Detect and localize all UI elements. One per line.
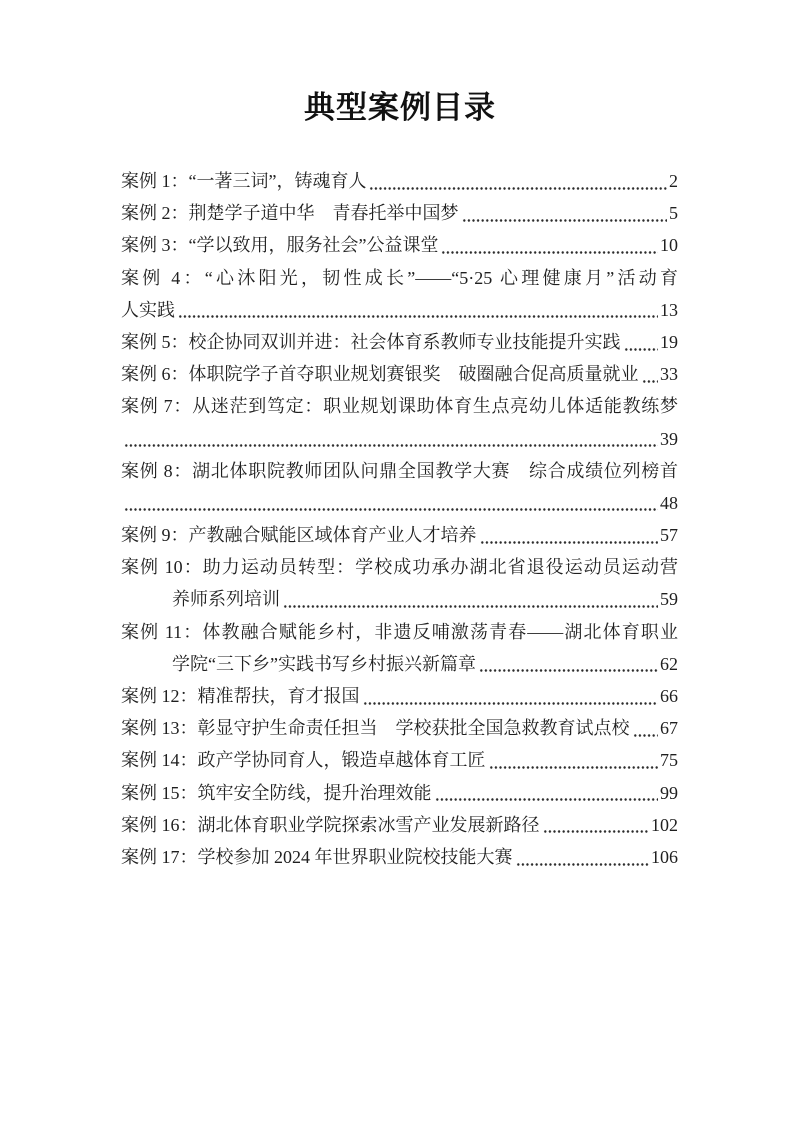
toc-entry-text: 案例 9：产教融合赋能区域体育产业人才培养 xyxy=(121,525,477,546)
toc-entry-line xyxy=(121,744,678,776)
toc-entry-line: 案例 7：从迷茫到笃定：职业规划课助体育生点亮幼儿体适能教练梦 xyxy=(121,396,678,417)
toc-entry-text: 学院“三下乡”实践书写乡村振兴新篇章 xyxy=(172,653,476,674)
dot-leader xyxy=(441,229,658,261)
table-of-contents xyxy=(121,165,678,873)
dot-leader xyxy=(369,165,667,197)
page-number: 62 xyxy=(660,653,678,674)
page-number: 5 xyxy=(669,203,678,224)
dot-leader xyxy=(633,712,659,744)
toc-entry-line xyxy=(121,423,678,455)
dot-leader xyxy=(124,487,658,519)
page-number: 75 xyxy=(660,750,678,771)
toc-entry-line: 案例 4：“心沐阳光，韧性成长”——“5·25 心理健康月”活动育 xyxy=(121,267,678,288)
dot-leader xyxy=(462,197,668,229)
toc-entry-text: 案例 3：“学以致用，服务社会”公益课堂 xyxy=(121,235,439,256)
toc-entry-line xyxy=(121,841,678,873)
dot-leader xyxy=(624,326,659,358)
dot-leader xyxy=(489,744,659,776)
toc-entry-line xyxy=(121,326,678,358)
toc-entry-line xyxy=(121,519,678,551)
dot-leader xyxy=(543,809,650,841)
toc-entry-line xyxy=(121,294,678,326)
page-number: 48 xyxy=(660,492,678,513)
page-number: 99 xyxy=(660,782,678,803)
dot-leader xyxy=(178,294,658,326)
page-title: 典型案例目录 xyxy=(304,90,496,125)
toc-entry-text: 案例 14：政产学协同育人，锻造卓越体育工匠 xyxy=(121,750,486,771)
page-number: 33 xyxy=(660,364,678,385)
page-number: 67 xyxy=(660,718,678,739)
toc-entry-line xyxy=(121,165,678,197)
page-number: 13 xyxy=(660,299,678,320)
toc-entry-line xyxy=(121,680,678,712)
page-number: 2 xyxy=(669,171,678,191)
toc-entry-text: 养师系列培训 xyxy=(172,589,280,610)
page-number: 39 xyxy=(660,428,678,449)
toc-entry-line xyxy=(121,487,678,519)
toc-entry-line xyxy=(121,777,678,809)
page-number: 59 xyxy=(660,589,678,610)
dot-leader xyxy=(479,648,658,680)
toc-entry-line xyxy=(121,583,678,615)
dot-leader xyxy=(124,423,658,455)
toc-entry-text: 案例 2：荆楚学子道中华 青春托举中国梦 xyxy=(121,203,459,224)
toc-entry-text: 人实践 xyxy=(121,299,175,320)
toc-entry-line xyxy=(121,229,678,261)
toc-entry-line: 案例 10：助力运动员转型：学校成功承办湖北省退役运动员运动营 xyxy=(121,557,678,578)
toc-entry-line xyxy=(121,648,678,680)
toc-entry-text: 案例 6：体职院学子首夺职业规划赛银奖 破圈融合促高质量就业 xyxy=(121,364,639,385)
page-number: 19 xyxy=(660,331,678,352)
page-number: 66 xyxy=(660,686,678,706)
dot-leader xyxy=(283,583,658,615)
page-number: 106 xyxy=(651,846,678,867)
toc-entry-line xyxy=(121,809,678,841)
page-number: 102 xyxy=(651,814,678,835)
toc-entry-text: 案例 5：校企协同双训并进：社会体育系教师专业技能提升实践 xyxy=(121,331,621,352)
dot-leader xyxy=(642,358,659,390)
toc-entry-line xyxy=(121,712,678,744)
toc-entry-line: 案例 11：体教融合赋能乡村，非遗反哺激荡青春——湖北体育职业 xyxy=(121,621,678,642)
dot-leader xyxy=(363,680,659,712)
toc-entry-line: 案例 8：湖北体职院教师团队问鼎全国教学大赛 综合成绩位列榜首 xyxy=(121,460,678,481)
toc-entry-text: 案例 15：筑牢安全防线，提升治理效能 xyxy=(121,782,432,803)
toc-entry-line xyxy=(121,358,678,390)
toc-entry-text: 案例 16：湖北体育职业学院探索冰雪产业发展新路径 xyxy=(121,814,540,835)
page-number: 57 xyxy=(660,525,678,546)
dot-leader xyxy=(480,519,659,551)
page-number: 10 xyxy=(660,235,678,256)
toc-entry-text: 案例 13：彰显守护生命责任担当 学校获批全国急救教育试点校 xyxy=(121,718,630,739)
toc-entry-text: 案例 12：精准帮扶，育才报国 xyxy=(121,686,360,706)
dot-leader xyxy=(516,841,650,873)
toc-entry-text: 案例 17：学校参加 2024 年世界职业院校技能大赛 xyxy=(121,846,513,867)
toc-entry-text: 案例 1：“一著三词”，铸魂育人 xyxy=(121,171,367,191)
toc-entry-line xyxy=(121,197,678,229)
dot-leader xyxy=(435,777,659,809)
